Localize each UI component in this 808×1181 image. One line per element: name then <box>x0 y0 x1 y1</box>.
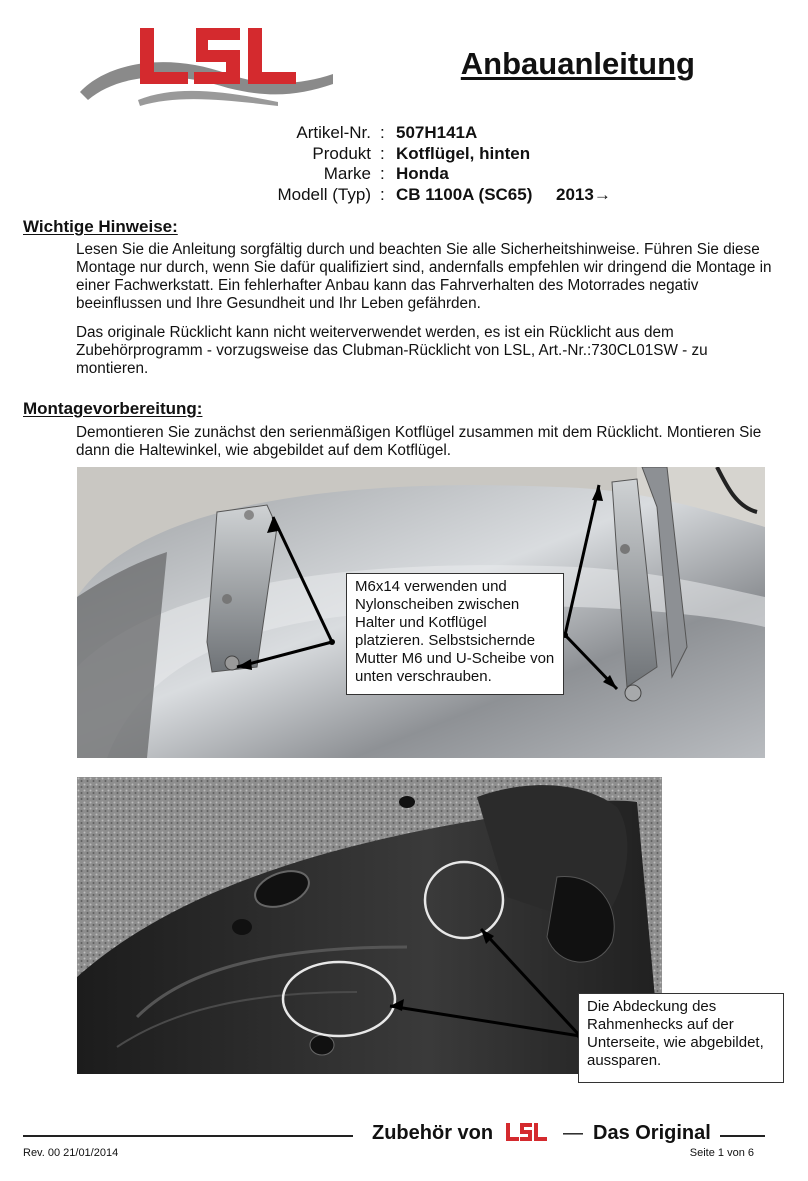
meta-colon: : <box>380 185 385 204</box>
meta-colon: : <box>380 144 385 163</box>
revision-info: Rev. 00 21/01/2014 <box>23 1147 119 1159</box>
meta-key: Produkt <box>312 144 371 163</box>
photo-fender-underside <box>77 777 662 1074</box>
footer-divider-right <box>720 1135 765 1137</box>
page-number: Seite 1 von 6 <box>689 1147 754 1159</box>
meta-row-brand <box>0 164 808 184</box>
document-title: Anbauanleitung <box>460 46 695 81</box>
meta-value: Honda <box>396 164 449 183</box>
photo-fender-brackets <box>77 467 765 758</box>
meta-row-article <box>0 123 808 143</box>
meta-colon: : <box>380 164 385 183</box>
vorbereitung-paragraph: Demontieren Sie zunächst den serienmäßigen Kotflügel zusammen mit dem Rücklicht. Montieren Sie dann die Haltewinkel, wie abgebildet auf dem Kotflügel. <box>76 424 762 459</box>
footer-left-text: Zubehör von <box>372 1122 494 1144</box>
hinweise-paragraph-2: Das originale Rücklicht kann nicht weiterverwendet werden, es ist ein Rücklicht aus dem Zubehörprogramm - vorzugsweise das Clubman-Rücklicht von LSL, Art.-Nr.:730CL01SW - zu montieren. <box>76 324 708 377</box>
photo-2-callout: Die Abdeckung des Rahmenhecks auf der Unterseite, wie abgebildet, aussparen. <box>578 993 784 1083</box>
lsl-logo <box>78 22 338 108</box>
section-heading-vorbereitung: Montagevorbereitung: <box>23 399 203 418</box>
meta-row-model <box>0 185 808 205</box>
footer-divider-left <box>23 1135 353 1137</box>
meta-key: Artikel-Nr. <box>296 123 371 142</box>
meta-value: CB 1100A (SC65) <box>396 185 533 204</box>
meta-model-year: 2013→ <box>556 185 611 204</box>
meta-key: Modell (Typ) <box>277 185 371 204</box>
meta-value: Kotflügel, hinten <box>396 144 531 163</box>
hinweise-paragraph-1: Lesen Sie die Anleitung sorgfältig durch und beachten Sie alle Sicherheitshinweise. Führen Sie diese Montage nur durch, wenn Sie dafür qualifiziert sind, andernfalls empfehlen wir dringend die Montage in einer Fachwerkstatt. Ein fehlerhafter Anbau kann das Fahrverhalten des Motorrades negativ beeinflussen und Ihre Gesundheit und Ihr Leben gefährden. <box>76 241 772 312</box>
section-heading-hinweise: Wichtige Hinweise: <box>23 217 178 236</box>
footer-lsl-logo <box>505 1121 549 1148</box>
footer-right-text: Das Original <box>593 1122 711 1144</box>
meta-colon: : <box>380 123 385 142</box>
meta-value: 507H141A <box>396 123 478 142</box>
footer-dash: — <box>563 1122 583 1144</box>
meta-row-product <box>0 144 808 164</box>
photo-1-callout: M6x14 verwenden und Nylonscheiben zwischen Halter und Kotflügel platzieren. Selbstsichernde Mutter M6 und U-Scheibe von unten verschrauben. <box>346 573 564 695</box>
meta-key: Marke <box>323 164 371 183</box>
